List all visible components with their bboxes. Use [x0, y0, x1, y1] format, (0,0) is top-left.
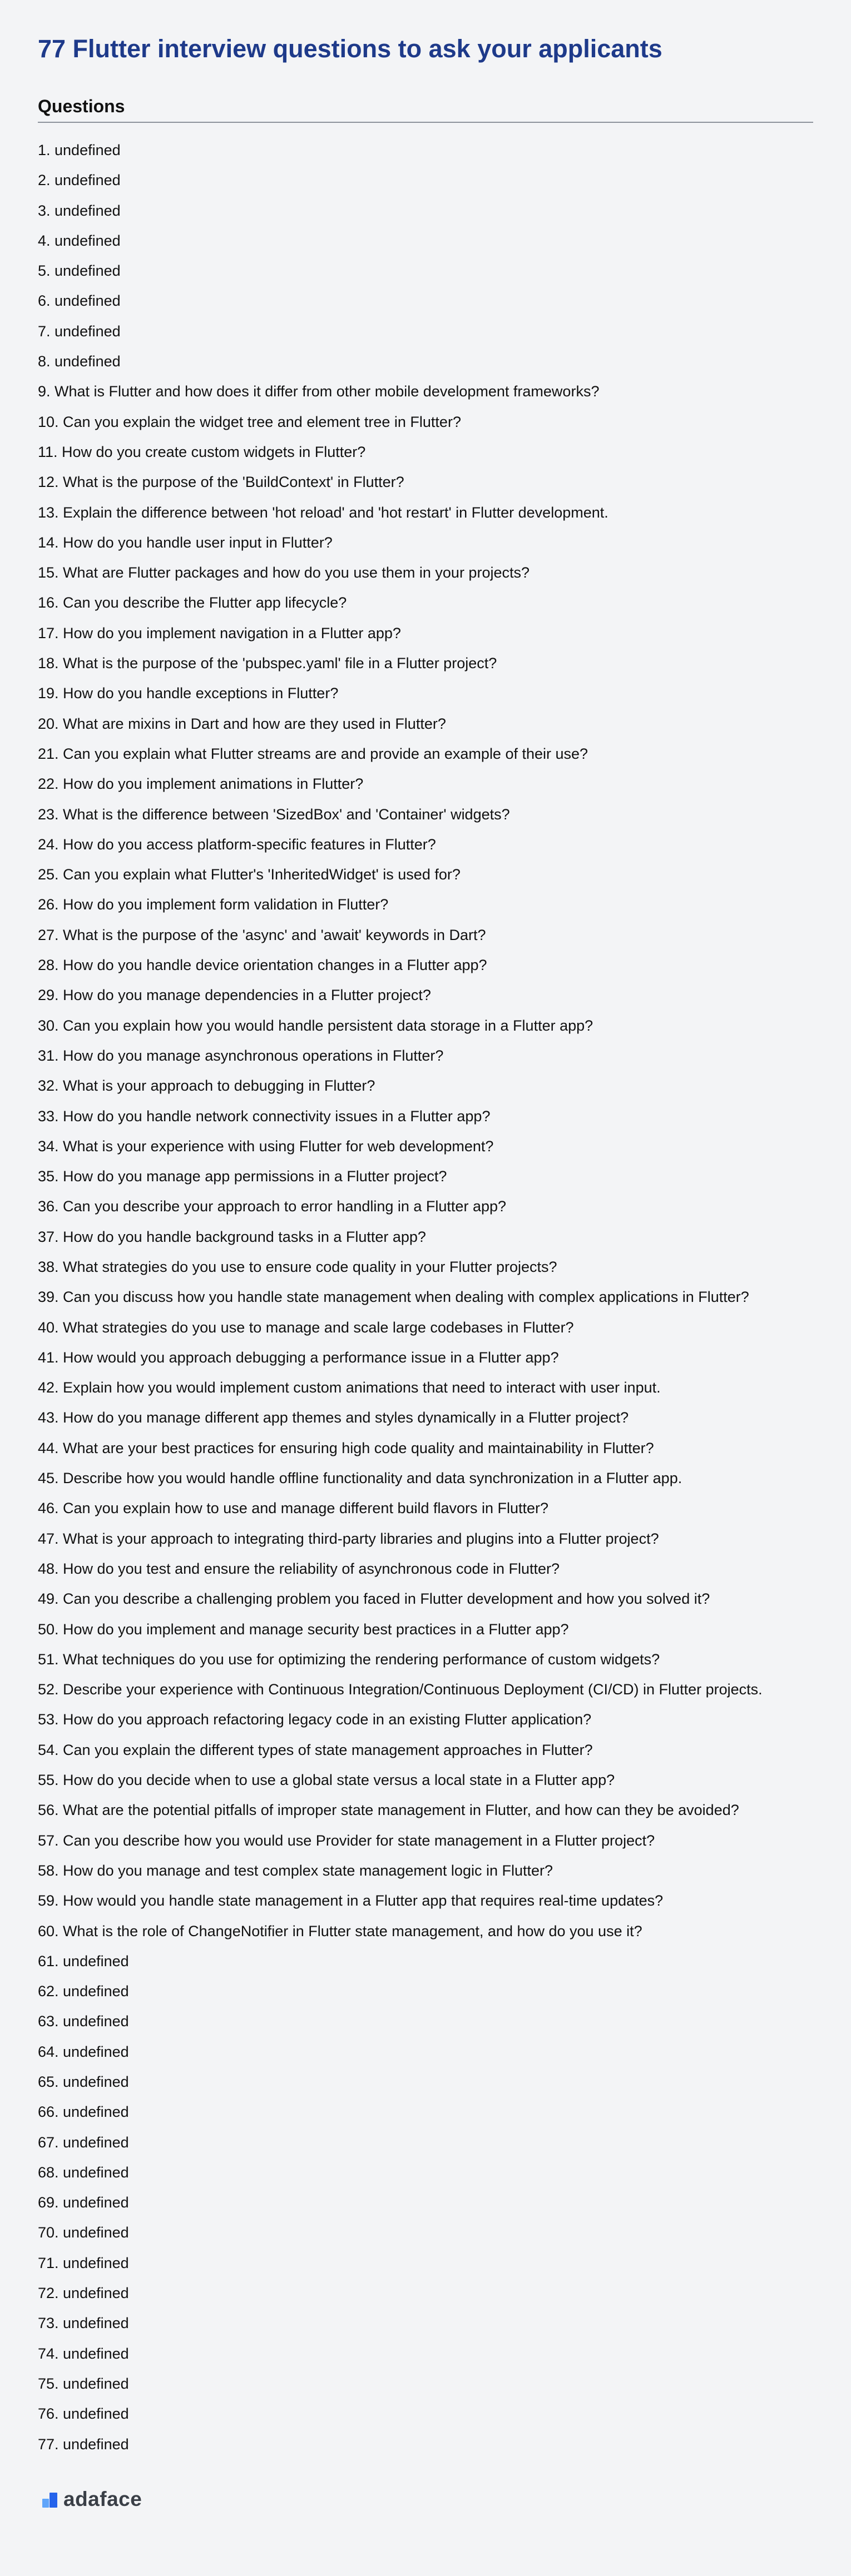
question-item: 63. undefined — [38, 2013, 129, 2030]
question-item: 68. undefined — [38, 2164, 129, 2181]
question-item: 51. What techniques do you use for optimizing the rendering performance of custom widgets? — [38, 1650, 660, 1668]
questions-heading: Questions — [38, 96, 125, 116]
question-item: 47. What is your approach to integrating third-party libraries and plugins into a Flutter project? — [38, 1530, 659, 1547]
adaface-logo[interactable] — [42, 2487, 142, 2512]
question-item: 14. How do you handle user input in Flutter? — [38, 534, 333, 551]
question-item: 38. What strategies do you use to ensure code quality in your Flutter projects? — [38, 1258, 557, 1275]
question-item: 62. undefined — [38, 1983, 129, 2000]
question-item: 71. undefined — [38, 2254, 129, 2271]
question-item: 36. Can you describe your approach to error handling in a Flutter app? — [38, 1198, 507, 1215]
question-item: 77. undefined — [38, 2435, 129, 2453]
question-item: 30. Can you explain how you would handle persistent data storage in a Flutter app? — [38, 1017, 593, 1034]
question-item: 24. How do you access platform-specific features in Flutter? — [38, 836, 436, 853]
question-item: 23. What is the difference between 'SizedBox' and 'Container' widgets? — [38, 805, 510, 823]
question-item: 18. What is the purpose of the 'pubspec.yaml' file in a Flutter project? — [38, 655, 497, 672]
question-item: 17. How do you implement navigation in a Flutter app? — [38, 624, 401, 641]
question-item: 6. undefined — [38, 292, 121, 310]
question-item: 37. How do you handle background tasks in a Flutter app? — [38, 1228, 426, 1245]
question-item: 60. What is the role of ChangeNotifier in Flutter state management, and how do you use it? — [38, 1922, 642, 1940]
question-item: 19. How do you handle exceptions in Flutter? — [38, 685, 339, 702]
question-item: 33. How do you handle network connectivity issues in a Flutter app? — [38, 1107, 491, 1125]
question-item: 45. Describe how you would handle offline functionality and data synchronization in a Flutter app. — [38, 1470, 682, 1487]
question-item: 4. undefined — [38, 232, 121, 249]
question-item: 69. undefined — [38, 2194, 129, 2211]
question-item: 29. How do you manage dependencies in a Flutter project? — [38, 987, 431, 1004]
question-item: 28. How do you handle device orientation changes in a Flutter app? — [38, 957, 487, 974]
question-item: 21. Can you explain what Flutter streams are and provide an example of their use? — [38, 745, 588, 762]
question-item: 25. Can you explain what Flutter's 'InheritedWidget' is used for? — [38, 866, 461, 883]
question-item: 57. Can you describe how you would use Provider for state management in a Flutter project? — [38, 1832, 655, 1849]
question-item: 2. undefined — [38, 172, 121, 189]
question-item: 15. What are Flutter packages and how do you use them in your projects? — [38, 564, 530, 581]
question-item: 40. What strategies do you use to manage and scale large codebases in Flutter? — [38, 1319, 574, 1336]
question-item: 11. How do you create custom widgets in Flutter? — [38, 443, 366, 460]
question-item: 3. undefined — [38, 202, 121, 219]
question-item: 31. How do you manage asynchronous operations in Flutter? — [38, 1047, 444, 1064]
question-item: 58. How do you manage and test complex state management logic in Flutter? — [38, 1862, 553, 1879]
question-item: 61. undefined — [38, 1952, 129, 1970]
question-item: 49. Can you describe a challenging problem you faced in Flutter development and how you solved it? — [38, 1590, 710, 1608]
question-item: 9. What is Flutter and how does it differ from other mobile development frameworks? — [38, 383, 600, 400]
question-item: 48. How do you test and ensure the reliability of asynchronous code in Flutter? — [38, 1560, 560, 1577]
question-item: 53. How do you approach refactoring legacy code in an existing Flutter application? — [38, 1711, 592, 1728]
question-item: 20. What are mixins in Dart and how are they used in Flutter? — [38, 715, 446, 732]
question-item: 46. Can you explain how to use and manage different build flavors in Flutter? — [38, 1500, 549, 1517]
question-item: 55. How do you decide when to use a global state versus a local state in a Flutter app? — [38, 1772, 615, 1789]
question-item: 13. Explain the difference between 'hot reload' and 'hot restart' in Flutter development. — [38, 504, 608, 521]
question-item: 56. What are the potential pitfalls of improper state management in Flutter, and how can they be avoided? — [38, 1802, 739, 1819]
question-item: 76. undefined — [38, 2405, 129, 2423]
question-item: 52. Describe your experience with Continuous Integration/Continuous Deployment (CI/CD) in Flutter projects. — [38, 1681, 763, 1698]
question-item: 75. undefined — [38, 2375, 129, 2392]
question-item: 16. Can you describe the Flutter app lifecycle? — [38, 594, 347, 611]
question-item: 7. undefined — [38, 322, 121, 340]
question-item: 34. What is your experience with using Flutter for web development? — [38, 1137, 494, 1155]
question-item: 8. undefined — [38, 353, 121, 370]
question-item: 70. undefined — [38, 2224, 129, 2241]
question-item: 12. What is the purpose of the 'BuildContext' in Flutter? — [38, 474, 404, 491]
question-item: 50. How do you implement and manage security best practices in a Flutter app? — [38, 1620, 569, 1638]
question-item: 41. How would you approach debugging a performance issue in a Flutter app? — [38, 1349, 559, 1366]
question-item: 35. How do you manage app permissions in a Flutter project? — [38, 1168, 447, 1185]
question-item: 73. undefined — [38, 2315, 129, 2332]
question-item: 39. Can you discuss how you handle state management when dealing with complex applications in Flutter? — [38, 1289, 749, 1306]
question-item: 1. undefined — [38, 142, 121, 158]
question-item: 27. What is the purpose of the 'async' and 'await' keywords in Dart? — [38, 926, 486, 943]
question-item: 59. How would you handle state management in a Flutter app that requires real-time updates? — [38, 1892, 664, 1909]
question-item: 5. undefined — [38, 262, 121, 280]
page-title: 77 Flutter interview questions to ask your applicants — [38, 34, 662, 63]
section-divider — [38, 122, 813, 123]
question-item: 74. undefined — [38, 2345, 129, 2362]
question-item: 65. undefined — [38, 2073, 129, 2090]
question-item: 10. Can you explain the widget tree and element tree in Flutter? — [38, 413, 461, 430]
question-item: 67. undefined — [38, 2134, 129, 2151]
question-item: 66. undefined — [38, 2103, 129, 2121]
question-item: 42. Explain how you would implement custom animations that need to interact with user input. — [38, 1379, 661, 1396]
question-item: 22. How do you implement animations in Flutter? — [38, 775, 364, 793]
question-list — [38, 142, 813, 2466]
question-item: 54. Can you explain the different types of state management approaches in Flutter? — [38, 1741, 593, 1758]
question-item: 26. How do you implement form validation in Flutter? — [38, 896, 389, 913]
question-item: 44. What are your best practices for ensuring high code quality and maintainability in Flutter? — [38, 1439, 654, 1456]
question-item: 32. What is your approach to debugging in Flutter? — [38, 1077, 375, 1095]
question-item: 72. undefined — [38, 2285, 129, 2302]
logo-text: adaface — [63, 2488, 142, 2510]
question-item: 64. undefined — [38, 2043, 129, 2060]
adaface-logo-icon — [42, 2491, 59, 2508]
page-content — [38, 0, 813, 2466]
question-item: 43. How do you manage different app themes and styles dynamically in a Flutter project? — [38, 1409, 629, 1426]
